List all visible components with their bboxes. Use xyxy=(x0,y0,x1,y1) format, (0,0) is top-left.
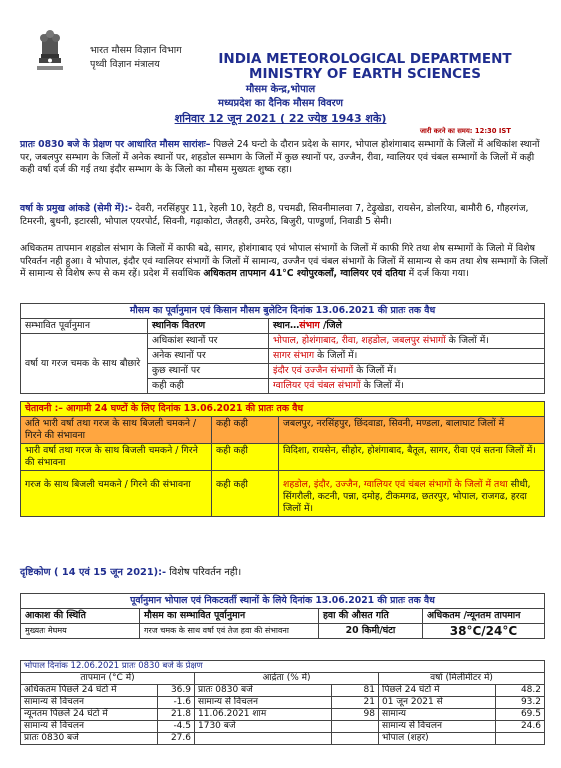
temperature-paragraph: अधिकतम तापमान शहडोल संभाग के जिलों में काफी बढे, सागर, होशंगाबाद एवं भोपाल संभागों के जिलों में काफी गिरे तथा शेष सम्भागों के जिलो में विशेष परिवर्तन नही हुआ। वे भोपाल, इंदौर एवं ग्वालियर संभागों के जिलों में सामान्य, उज्जैन एवं चंबल संभागों के जिलों में सामान्य से कम तथा शेष सम्भागों के जिलों में सामान्य से विशेष रूप से कम रहें। प्रदेश में सर्वाधिक अधिकतम तापमान 41°C श्योपुरकलाँ, ग्वालियर एवं दतिया में दर्ज किया गया। xyxy=(20,243,548,280)
warning-what: अति भारी वर्षा तथा गरज के साथ बिजली चमकने / गिरने की संभावना xyxy=(21,417,212,444)
obs-value: 93.2 xyxy=(496,697,545,709)
obs-value: 81 xyxy=(332,685,379,697)
obs-label: भोपाल (शहर) xyxy=(379,733,496,745)
warning-what: गरज के साथ बिजली चमकने / गिरने की संभावना xyxy=(21,471,212,517)
obs-label: प्रातः 0830 बजे xyxy=(21,733,158,745)
obs-label: 11.06.2021 शाम xyxy=(195,709,332,721)
obs-value: 36.9 xyxy=(158,685,195,697)
weather-value: गरज चमक के साथ वर्षा एवं तेज हवा की संभावना xyxy=(140,624,319,639)
release-time: जारी करने का समय: 12:30 IST xyxy=(420,127,511,135)
forecast-row-head: वर्षा या गरज चमक के साथ बौछारे xyxy=(21,334,148,394)
obs-label: न्यूनतम पिछले 24 घंटो में xyxy=(21,709,158,721)
wind-value: 20 किमी/घंटा xyxy=(319,624,423,639)
obs-label: सामान्य से विचलन xyxy=(195,697,332,709)
obs-value: -1.6 xyxy=(158,697,195,709)
outlook: दृष्टिकोण ( 14 एवं 15 जून 2021):- विशेष परिवर्तन नही। xyxy=(20,567,242,578)
temp-header: अधिकतम /न्यूनतम तापमान xyxy=(423,609,545,624)
warning-dist: कही कही xyxy=(212,444,279,471)
forecast-dist: अनेक स्थानों पर xyxy=(148,349,269,364)
obs-label: 01 जून 2021 से xyxy=(379,697,496,709)
obs-label: सामान्य से विचलन xyxy=(21,721,158,733)
dept-hindi: भारत मौसम विज्ञान विभाग पृथ्वी विज्ञान मंत्रालय xyxy=(90,45,182,70)
obs-value: 69.5 xyxy=(496,709,545,721)
obs-value: -4.5 xyxy=(158,721,195,733)
forecast-dist: कुछ स्थानों पर xyxy=(148,364,269,379)
weather-header: मौसम का सम्भावित पूर्वानुमान xyxy=(140,609,319,624)
obs-value xyxy=(332,721,379,733)
bhopal-forecast-table xyxy=(20,593,545,639)
obs-value: 21 xyxy=(332,697,379,709)
forecast-places: सागर संभाग के जिलों में। xyxy=(269,349,545,364)
sky-value: मुख्यतः मेघमय xyxy=(21,624,140,639)
obs-label: अधिकतम पिछले 24 घंटो में xyxy=(21,685,158,697)
bhopal-forecast-title: पूर्वानुमान भोपाल एवं निकटवर्ती स्थानों के लिये दिनांक 13.06.2021 की प्रातः तक वैध xyxy=(21,594,545,609)
weather-summary: प्रातः 0830 बजे के प्रेक्षण पर आधारित मौसम सारांशः– पिछले 24 घन्टो के दौरान प्रदेश के सागर, भोपाल होशंगाबाद सम्भागों के जिलों में अधिकांश स्थानों पर, जबलपुर सम्भाग के जिलों में अनेक स्थानों पर, शहडोल सम्भाग के जिलों में कुछ स्थानों पर, उज्जैन, रीवा, ग्वालियर एवं चंबल सम्भागों के जिलों में कही कही वर्षा दर्ज की गई तथा इंदौर सम्भाग के के जिलो का मौसम मुख्यतः शुष्क रहा। xyxy=(20,139,540,176)
rainfall-figures: वर्षा के प्रमुख आंकडे (सेमी में):- देवरी, नरसिंहपुर 11, रेहली 10, रेहटी 8, पचमढी, सिवनीमालवा 7, टेढ़ुखेडा, रायसेन, डोलरिया, बामौरी 6, गौहरगंज, टिमरनी, बुधनी, इटारसी, भोपाल एयरपोर्ट, सिवनी, गढ़ाकोटा, जैतहरी, उमरेठ, बिजुरी, पाण्डुर्णा, निवाडी 5 सेमी। xyxy=(20,203,529,227)
wind-header: हवा की औसत गति xyxy=(319,609,423,624)
emblem-icon xyxy=(33,24,67,76)
obs-value xyxy=(332,733,379,745)
obs-value: 48.2 xyxy=(496,685,545,697)
warning-table xyxy=(20,401,545,517)
warning-dist: कही कही xyxy=(212,417,279,444)
forecast-col-1: सम्भावित पूर्वानुमान xyxy=(21,319,148,334)
sky-header: आकाश की स्थिति xyxy=(21,609,140,624)
warning-places: जबलपुर, नरसिंहपुर, छिंदवाडा, सिवनी, मण्डला, बालाघाट जिलों में xyxy=(279,417,545,444)
humidity-col-header: आर्द्रता (% में) xyxy=(195,673,379,685)
forecast-table xyxy=(20,303,545,394)
obs-label: सामान्य से विचलन xyxy=(379,721,496,733)
obs-label: 1730 बजे xyxy=(195,721,332,733)
forecast-title: मौसम का पूर्वानुमान एवं किसान मौसम बुलेटिन दिनांक 13.06.2021 की प्रातः तक वैध xyxy=(21,304,545,319)
obs-label: पिछले 24 घंटो में xyxy=(379,685,496,697)
obs-value: 98 xyxy=(332,709,379,721)
rain-col-header: वर्षा (मिलीमीटर में) xyxy=(379,673,545,685)
date-line: शनिवार 12 जून 2021 ( 22 ज्येष्ठ 1943 शके) xyxy=(174,112,387,125)
obs-value: 24.6 xyxy=(496,721,545,733)
obs-label: सामान्य से विचलन xyxy=(21,697,158,709)
forecast-dist: कही कही xyxy=(148,379,269,394)
forecast-places: इंदौर एवं उज्जैन संभागों के जिलों में। xyxy=(269,364,545,379)
observation-table xyxy=(20,660,545,745)
bulletin-title: मध्यप्रदेश का दैनिक मौसम विवरण xyxy=(217,98,343,109)
obs-label: सामान्य xyxy=(379,709,496,721)
temp-col-header: तापमान (°C में) xyxy=(21,673,195,685)
forecast-col-2: स्थानिक वितरण xyxy=(148,319,269,334)
warning-dist: कही कही xyxy=(212,471,279,517)
observation-title: भोपाल दिनांक 12.06.2021 प्रातः 0830 बजे के प्रेक्षण xyxy=(21,661,545,673)
obs-label: प्रातः 0830 बजे xyxy=(195,685,332,697)
warning-title: चेतावनी :– आगामी 24 घण्टों के लिए दिनांक 13.06.2021 की प्रातः तक वैध xyxy=(21,402,545,417)
obs-label xyxy=(195,733,332,745)
forecast-places: ग्वालियर एवं चंबल संभागों के जिलों में। xyxy=(269,379,545,394)
obs-value xyxy=(496,733,545,745)
warning-what: भारी वर्षा तथा गरज के साथ बिजली चमकने / गिरने की संभावना xyxy=(21,444,212,471)
obs-value: 21.8 xyxy=(158,709,195,721)
obs-value: 27.6 xyxy=(158,733,195,745)
centre-name: मौसम केन्द्र,भोपाल xyxy=(245,84,316,95)
forecast-places: भोपाल, होशंगाबाद, रीवा, शहडोल, जबलपुर संभागों के जिलों में। xyxy=(269,334,545,349)
warning-places: शहडोल, इंदौर, उज्जैन, ग्वालियर एवं चंबल संभागों के जिलों में तथा सीधी, सिंगरौली, कटनी, पन्ना, दमोह, टीकमगढ, छतरपुर, भोपाल, राजगढ, हरदा जिलों में। xyxy=(279,471,545,517)
temp-value: 38°C/24°C xyxy=(423,624,545,639)
dept-english: INDIA METEOROLOGICAL DEPARTMENT MINISTRY OF EARTH SCIENCES xyxy=(218,51,512,82)
warning-places: विदिशा, रायसेन, सीहोर, होशंगाबाद, बैतूल, सागर, रीवा एवं सतना जिलों में। xyxy=(279,444,545,471)
forecast-dist: अधिकांश स्थानों पर xyxy=(148,334,269,349)
forecast-col-3: स्थान…संभाग /जिले xyxy=(269,319,545,334)
